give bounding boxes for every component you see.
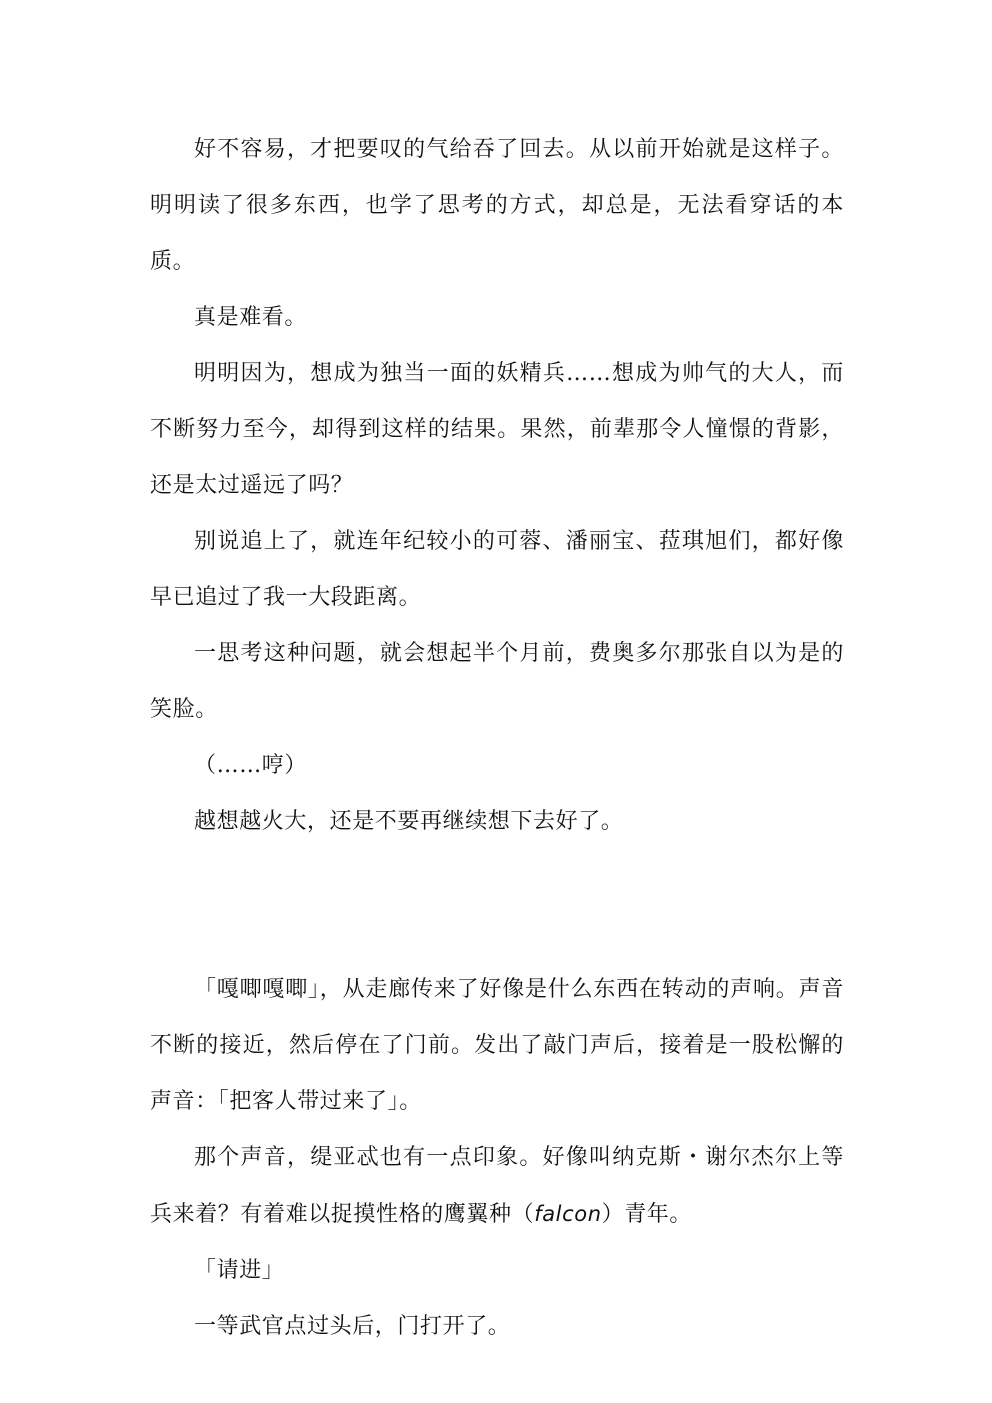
- paragraph-text: ）青年。: [601, 1202, 693, 1227]
- paragraph: 好不容易，才把要叹的气给吞了回去。从以前开始就是这样子。明明读了很多东西，也学了思考的方式，却总是，无法看穿话的本质。: [150, 137, 844, 274]
- paragraph: [150, 1130, 844, 1243]
- latin-term: falcon: [534, 1202, 602, 1226]
- paragraph: （……哼）: [194, 753, 308, 778]
- novel-text-body: [150, 122, 844, 1355]
- paragraph: 明明因为，想成为独当一面的妖精兵……想成为帅气的大人，而不断努力至今，却得到这样的结果。果然，前辈那令人憧憬的背影，还是太过遥远了吗？: [150, 361, 844, 498]
- paragraph-text: 那个声音，缇亚忒也有一点印象。好像叫纳克斯・谢尔杰尔上等兵来着？有着难以捉摸性格的鹰翼种（: [150, 1145, 844, 1227]
- paragraph: 真是难看。: [194, 305, 308, 330]
- paragraph: 「请进」: [194, 1258, 285, 1283]
- paragraph: 别说追上了，就连年纪较小的可蓉、潘丽宝、菈琪旭们，都好像早已追过了我一大段距离。: [150, 529, 844, 610]
- paragraph: 一等武官点过头后，门打开了。: [194, 1314, 511, 1339]
- section-break: [150, 850, 844, 962]
- paragraph: 「嘎唧嘎唧」，从走廊传来了好像是什么东西在转动的声响。声音不断的接近，然后停在了门前。发出了敲门声后，接着是一股松懈的声音：「把客人带过来了」。: [150, 977, 844, 1114]
- paragraph: 越想越火大，还是不要再继续想下去好了。: [194, 809, 624, 834]
- paragraph: 一思考这种问题，就会想起半个月前，费奥多尔那张自以为是的笑脸。: [150, 641, 844, 722]
